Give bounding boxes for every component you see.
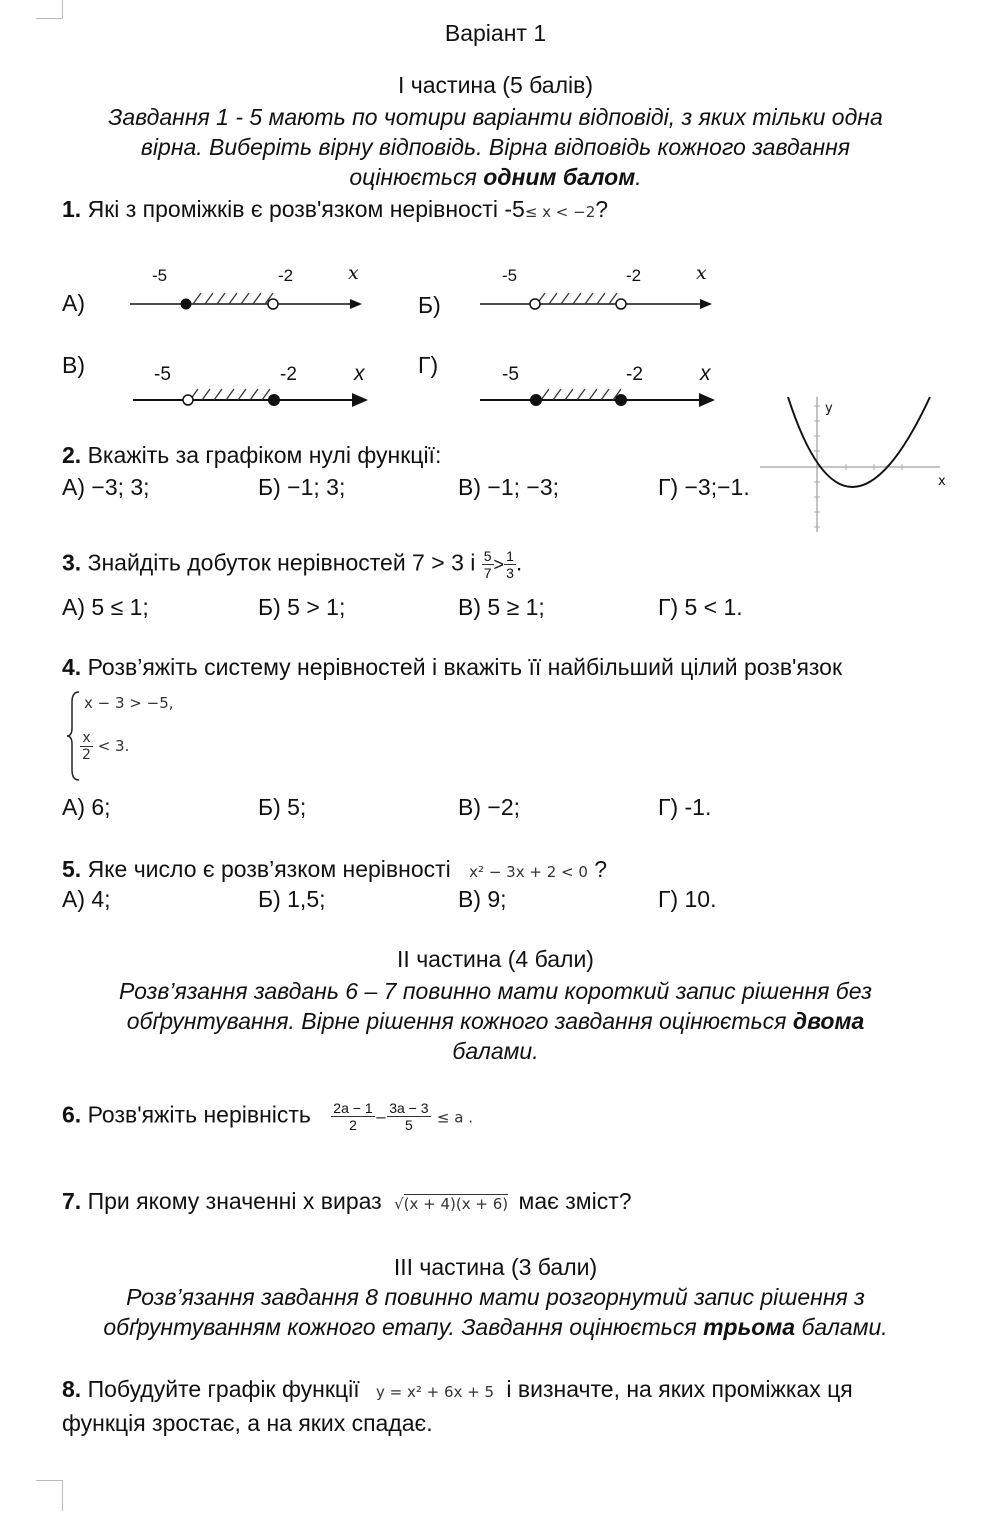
q2-text: 2. Вкажіть за графіком нулі функції: — [62, 442, 442, 468]
variant-title: Варіант 1 — [444, 20, 547, 46]
q8-line2: функція зростає, а на яких спадає. — [62, 1410, 433, 1436]
q2-option-c: В) −1; −3; — [458, 474, 560, 500]
part3-intro-line2: обґрунтуванням кожного етапу. Завдання оцінюється трьома балами. — [103, 1314, 888, 1340]
q1c-left-label: -5 — [154, 364, 171, 385]
q5-option-c: В) 9; — [458, 886, 507, 912]
number-line-c — [128, 384, 373, 414]
q1-option-a-label: А) — [62, 290, 85, 316]
q3-text: 3. Знайдіть добуток нерівностей 7 > 3 і $\frac{5}{7}$ > $\frac{1}{3}$ . — [62, 548, 523, 581]
q4-line2: $\frac{x}{2}$ < 3. — [82, 730, 130, 763]
q3-frac2: $\frac{1}{3}$ — [506, 548, 514, 581]
graph-y-label: y — [825, 401, 833, 416]
corner-mark-top — [36, 0, 63, 19]
q1-option-c-label: В) — [62, 352, 85, 378]
q1-option-b-label: Б) — [418, 292, 441, 318]
part1-intro-line1: Завдання 1 - 5 мають по чотири варіанти відповіді, з яких тільки одна — [108, 104, 883, 130]
part3-intro-line1: Розв’язання завдання 8 повинно мати розгорнутий запис рішення з — [126, 1284, 865, 1310]
q2-option-d: Г) −3;−1. — [658, 474, 750, 500]
parabola-graph — [760, 392, 960, 537]
q4-option-a: А) 6; — [62, 794, 111, 820]
q3-frac1: $\frac{5}{7}$ — [483, 548, 492, 581]
q1a-var-label: x — [348, 262, 359, 284]
q1c-right-label: -2 — [280, 364, 297, 385]
q1a-left-label: -5 — [152, 266, 168, 285]
q4-option-d: Г) -1. — [658, 794, 712, 820]
q1d-left-label: -5 — [502, 364, 519, 385]
q1a-right-label: -2 — [278, 266, 294, 285]
q1d-right-label: -2 — [626, 364, 643, 385]
q5-text: 5. Яке число є розв’язком нерівності x² − 3x + 2 < 0 ? — [62, 856, 608, 882]
q5-option-b: Б) 1,5; — [258, 886, 326, 912]
part2-intro-line1: Розв’язання завдань 6 – 7 повинно мати короткий запис рішення без — [119, 978, 872, 1004]
corner-mark-bottom — [36, 1480, 63, 1511]
part1-intro-line3: оцінюється одним балом. — [349, 164, 642, 190]
q1-option-d-label: Г) — [418, 352, 439, 378]
q3-option-b: Б) 5 > 1; — [258, 594, 346, 620]
part3-title: ІІІ частина (3 бали) — [393, 1254, 598, 1280]
part2-intro-line3: балами. — [452, 1038, 539, 1064]
part1-title: І частина (5 балів) — [397, 72, 593, 98]
q3-option-a: А) 5 ≤ 1; — [62, 594, 149, 620]
q4-option-c: В) −2; — [458, 794, 521, 820]
number-line-b — [475, 285, 720, 315]
graph-x-label: x — [938, 474, 946, 489]
q1b-var-label: x — [696, 262, 707, 284]
part2-title: ІІ частина (4 бали) — [397, 946, 594, 972]
q1c-var-label: x — [354, 362, 365, 385]
q8-text: 8. Побудуйте графік функції y = x² + 6x + 5 і визначте, на яких проміжках ця — [62, 1376, 853, 1402]
number-line-a — [125, 285, 370, 315]
q3-option-d: Г) 5 < 1. — [658, 594, 743, 620]
part2-intro-line2: обґрунтування. Вірне рішення кожного завдання оцінюється двома — [126, 1008, 865, 1034]
q1-text: 1. Які з проміжків є розв'язком нерівності -5≤ x < −2? — [62, 196, 609, 222]
q1d-var-label: x — [700, 362, 711, 385]
q2-option-b: Б) −1; 3; — [258, 474, 346, 500]
q3-option-c: В) 5 ≥ 1; — [458, 594, 545, 620]
q4-text: 4. Розв’яжіть систему нерівностей і вкажіть її найбільший цілий розв'язок — [62, 654, 843, 680]
part1-intro-line2: вірна. Виберіть вірну відповідь. Вірна відповідь кожного завдання — [140, 134, 851, 160]
q4-option-b: Б) 5; — [258, 794, 307, 820]
q2-option-a: А) −3; 3; — [62, 474, 150, 500]
number-line-d — [475, 384, 720, 414]
q1b-right-label: -2 — [626, 266, 642, 285]
q5-option-a: А) 4; — [62, 886, 111, 912]
q6-text: 6. Розв'яжіть нерівність $\frac{2a - 1}{2}$ − $\frac{3a - 3}{5}$ ≤ a . — [62, 1100, 473, 1133]
q7-text: 7. При якому значенні х вираз √(x + 4)(x + 6) має зміст? — [62, 1188, 632, 1214]
q1b-left-label: -5 — [502, 266, 518, 285]
q5-option-d: Г) 10. — [658, 886, 717, 912]
q4-line1: x − 3 > −5, — [84, 694, 174, 712]
